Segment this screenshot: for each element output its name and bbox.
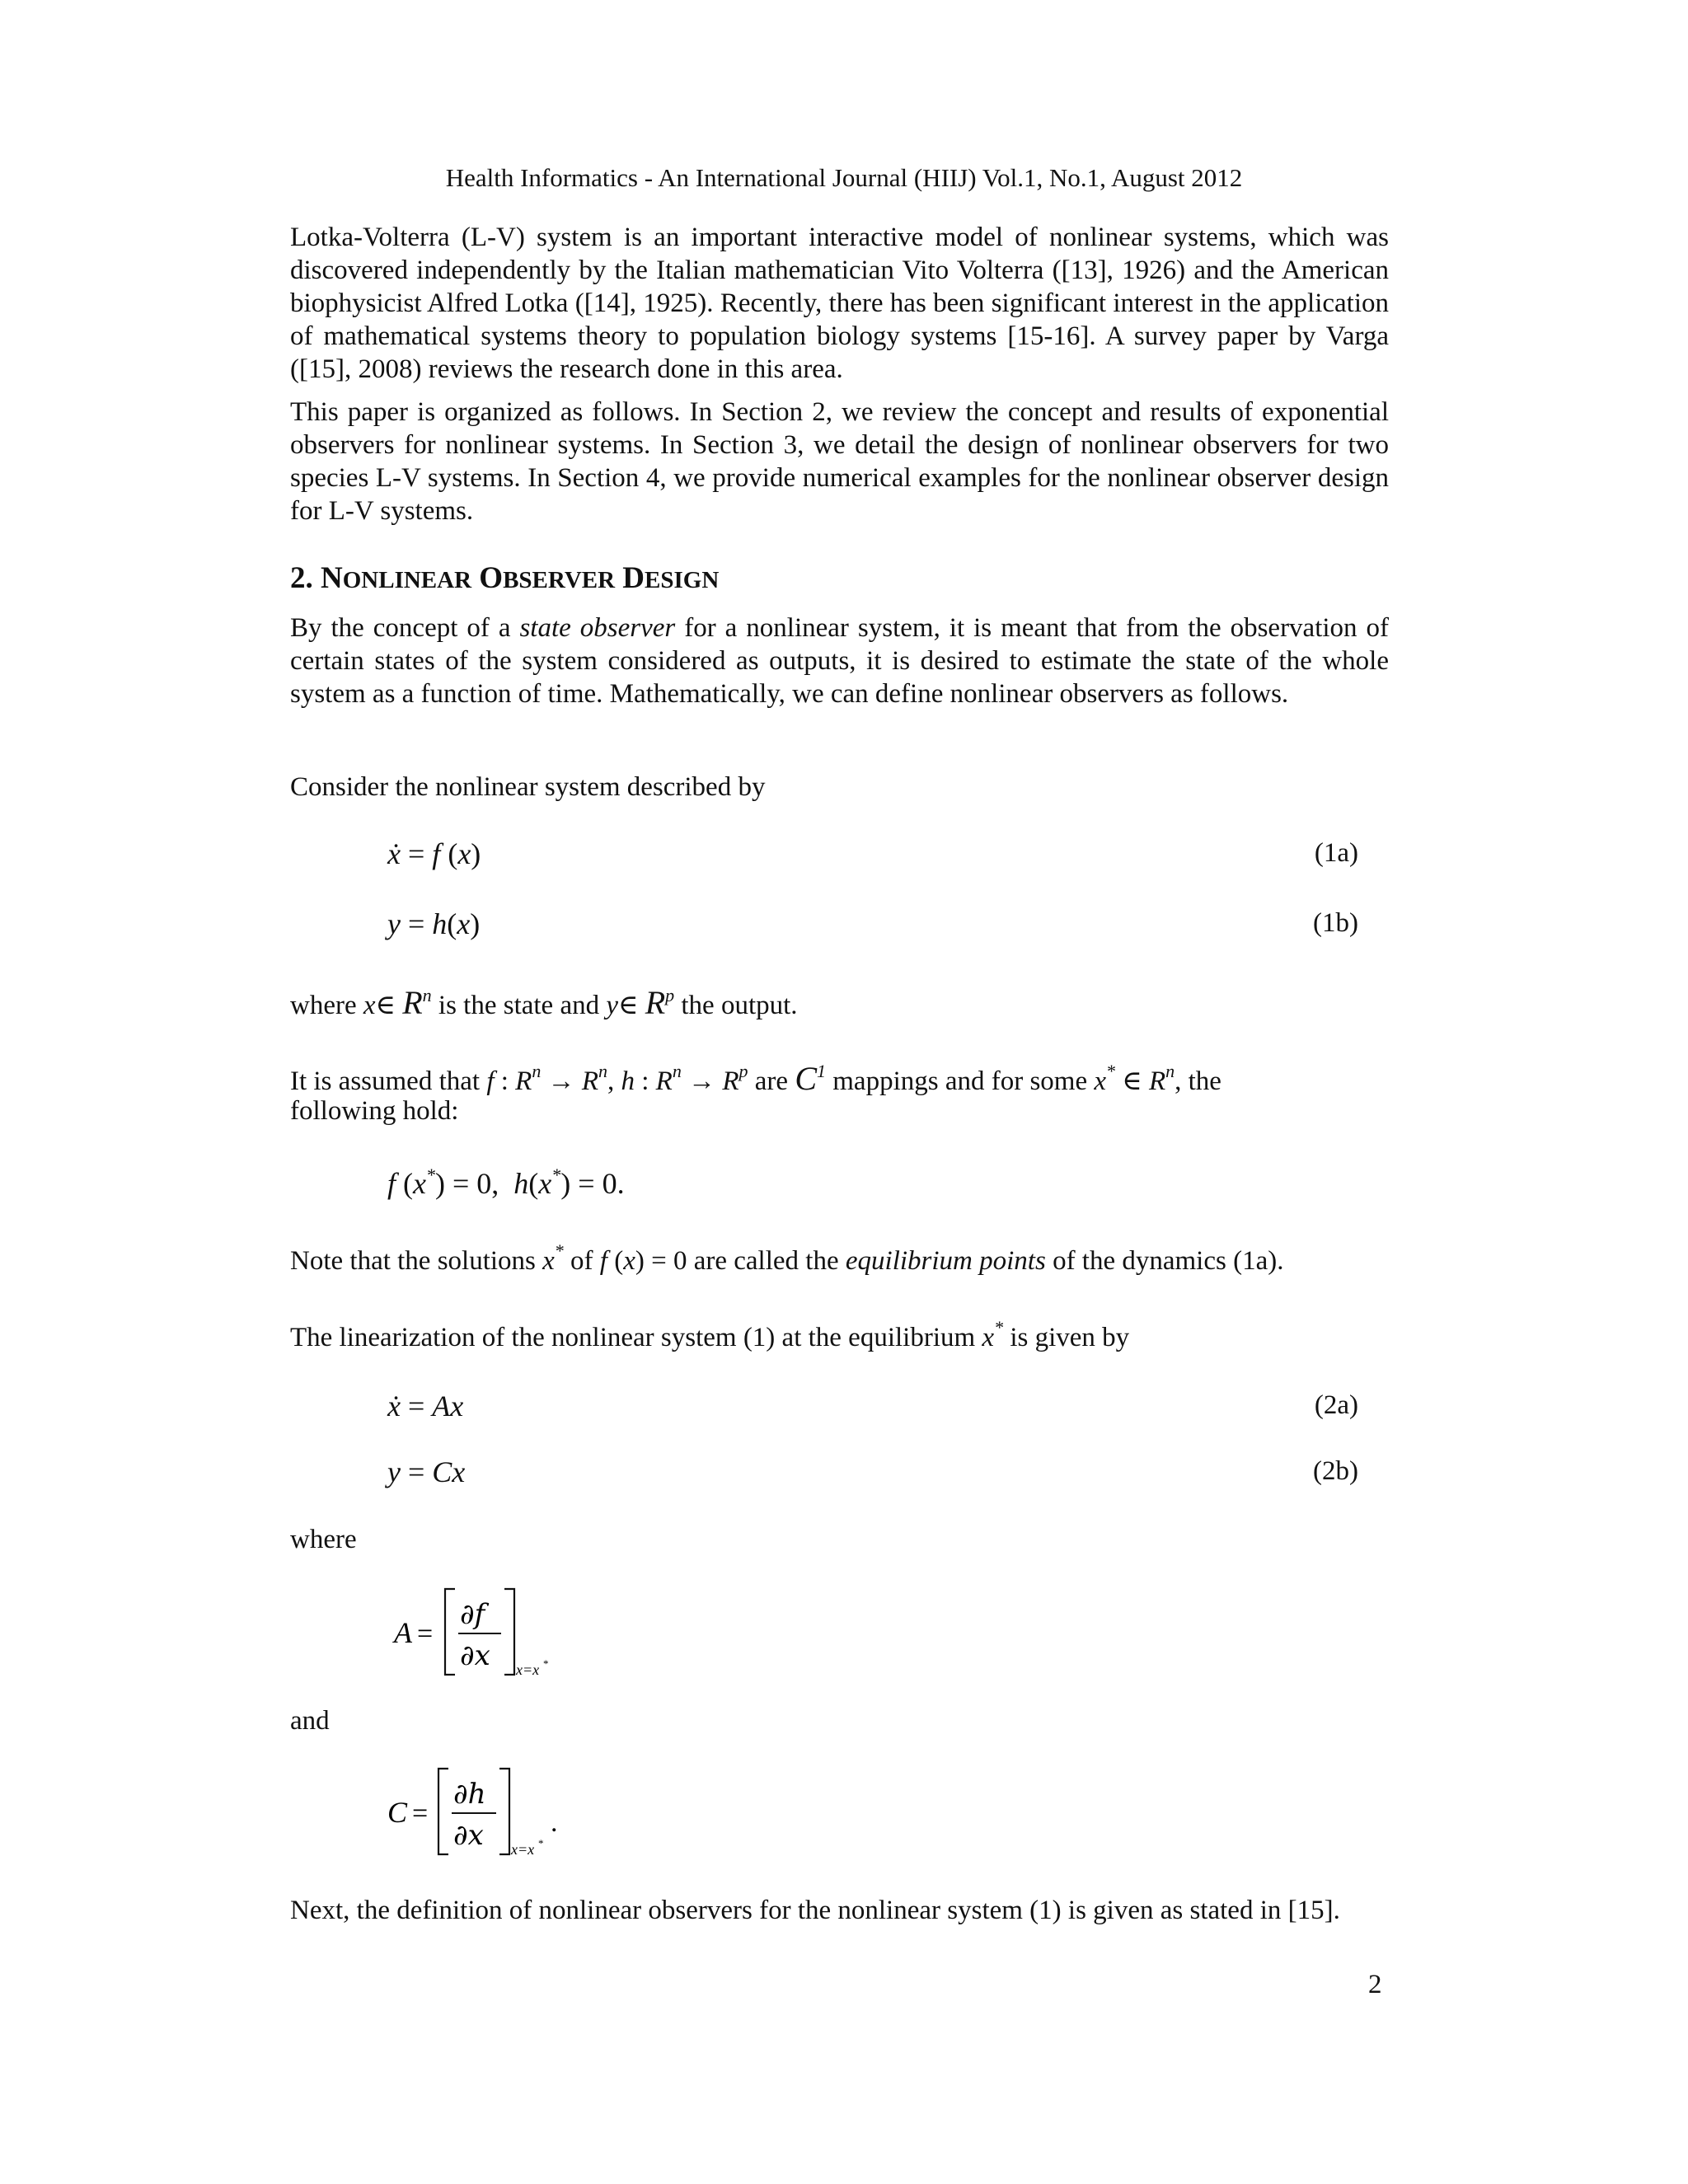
note-line: Note that the solutions x* of f (x) = 0 are called the equilibrium points of the dynamics (1a). [290, 1240, 1284, 1276]
svg-text:x=x: x=x [516, 1661, 540, 1678]
svg-text:A: A [394, 1616, 412, 1649]
page-number: 2 [1368, 1970, 1382, 1999]
equation-2b-label: (2b) [1313, 1456, 1358, 1486]
equation-2b: y = Cx [387, 1455, 466, 1488]
equation-2a: ẋ = Ax [387, 1390, 464, 1422]
concept-paragraph: By the concept of a state observer for a nonlinear system, it is meant that from the observation of certain states of the system considered as outputs, it is desired to estimate the state of the whole system as a function of time. Mathematically, we can define nonlinear observers as follows. [290, 613, 1390, 709]
intro-paragraph: Lotka-Volterra (L-V) system is an important interactive model of nonlinear systems, which was discovered independently by the Italian mathematician Vito Volterra ([13], 1926) and the American biophysicist Alfred Lotka ([14], 1925). Recently, there has been significant interest in the application of mathematical systems theory to population biology systems [15-16]. A survey paper by Varga ([15], 2008) reviews the research done in this area. [290, 223, 1389, 384]
svg-text:∂h: ∂h [453, 1778, 486, 1811]
svg-text:x=x: x=x [511, 1841, 535, 1858]
equation-1b-label: (1b) [1313, 908, 1358, 938]
consider-line: Consider the nonlinear system described by [290, 772, 766, 802]
svg-text:∂x: ∂x [460, 1639, 490, 1672]
svg-text:∂f: ∂f [460, 1598, 485, 1631]
section-number: 2. [290, 561, 313, 595]
equation-2a-label: (2a) [1314, 1390, 1358, 1420]
matrix-a-definition [387, 1582, 569, 1681]
svg-text:∂x: ∂x [453, 1819, 484, 1852]
equation-1b: y = h(x) [387, 907, 481, 940]
where-label: where [290, 1525, 357, 1554]
next-definition-line: Next, the definition of nonlinear observers for the nonlinear system (1) is given as stated in [15]. [290, 1896, 1340, 1925]
equilibrium-equation: f (x*) = 0, h(x*) = 0. [387, 1165, 625, 1200]
equation-1a-label: (1a) [1314, 838, 1358, 868]
state-output-line: where x∈ $R^n$ is the state and y∈ $R^p$ the output. [290, 984, 798, 1021]
assumption-line-2: following hold: [290, 1096, 459, 1126]
jacobian-c-svg [381, 1762, 579, 1861]
svg-text:=: = [412, 1798, 429, 1829]
svg-text:*: * [543, 1657, 549, 1670]
equation-1a: ẋ = f (x) [387, 837, 481, 870]
linearization-line: The linearization of the nonlinear system (1) at the equilibrium x* is given by [290, 1317, 1130, 1352]
svg-text:C: C [387, 1796, 408, 1829]
and-label: and [290, 1706, 330, 1736]
svg-text:*: * [538, 1837, 544, 1849]
svg-text:.: . [551, 1807, 558, 1838]
section-heading: 2. NONLINEAR OBSERVER DESIGN [290, 561, 720, 595]
jacobian-a-svg [387, 1582, 569, 1681]
organization-paragraph: This paper is organized as follows. In Section 2, we review the concept and results of exponential observers for nonlinear systems. In Section 3, we detail the design of nonlinear observers for two species L-V systems. In Section 4, we provide numerical examples for the nonlinear observer design for L-V systems. [290, 397, 1389, 526]
assumption-line: It is assumed that f : $R^n \to R^n$, h : $R^n \to R^p$ are $C^1$ mappings and for some x* ∈ $R^n$, the [290, 1060, 1221, 1097]
svg-text:=: = [417, 1619, 434, 1649]
matrix-c-definition [381, 1762, 579, 1861]
running-header: Health Informatics - An International Journal (HIIJ) Vol.1, No.1, August 2012 [445, 163, 1243, 192]
